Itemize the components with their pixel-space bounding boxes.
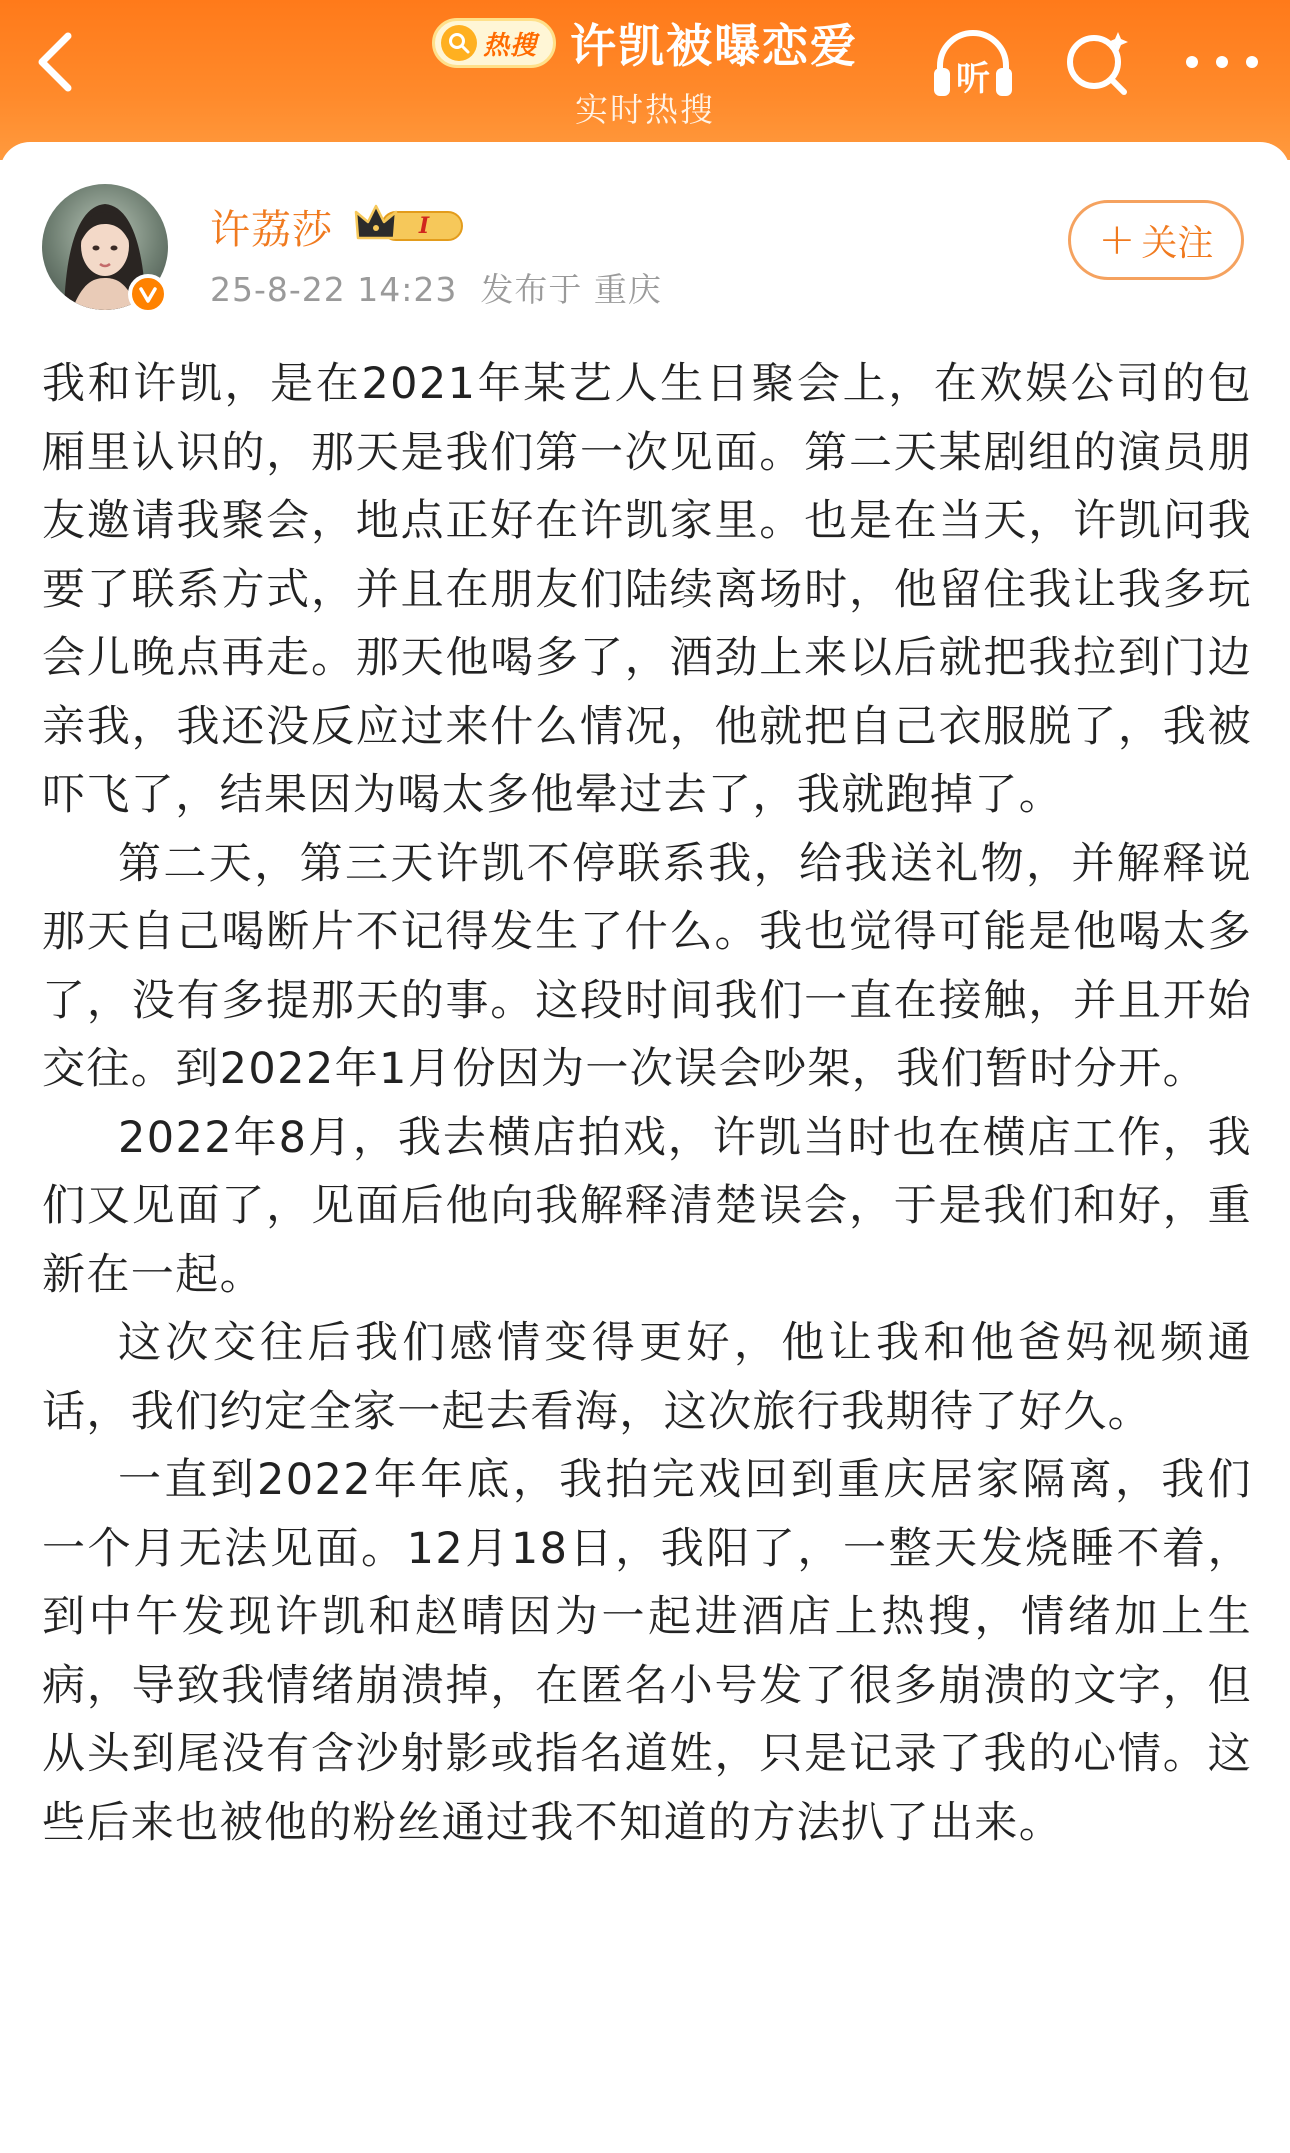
more-options-button[interactable] — [1172, 34, 1272, 90]
post-paragraph: 一直到2022年年底，我拍完戏回到重庆居家隔离，我们一个月无法见面。12月18日，我阳了，一整天发烧睡不着，到中午发现许凯和赵晴因为一起进酒店上热搜，情绪加上生病，导致我情绪崩溃掉，在匿名小号发了很多崩溃的文字，但从头到尾没有含沙射影或指名道姓，只是记录了我的心情。这些后来也被他的粉丝通过我不知道的方法扒了出来。 — [42, 1455, 1252, 1848]
headphones-icon — [928, 24, 1018, 104]
search-icon — [1058, 22, 1138, 102]
hot-search-badge-label: 热搜 — [482, 30, 537, 61]
top-nav-bar — [0, 0, 1290, 160]
search-button[interactable] — [1058, 22, 1138, 102]
listen-label: 听 — [956, 59, 990, 99]
username[interactable]: 许荔莎 — [210, 207, 333, 253]
crown-level-icon — [352, 198, 470, 248]
user-level-label: I — [418, 213, 430, 239]
listen-button[interactable] — [928, 24, 1018, 104]
post-paragraph: 这次交往后我们感情变得更好，他让我和他爸妈视频通话，我们约定全家一起去看海，这次旅行我期待了好久。 — [42, 1318, 1252, 1437]
plus-icon: + — [1098, 214, 1136, 265]
post-meta — [210, 264, 662, 311]
post-content — [42, 350, 1252, 1857]
post-paragraph: 2022年8月，我去横店拍戏，许凯当时也在横店工作，我们又见面了，见面后他向我解释清楚误会，于是我们和好，重新在一起。 — [42, 1112, 1252, 1300]
more-dots-icon — [1172, 34, 1272, 90]
post-paragraph: 我和许凯，是在2021年某艺人生日聚会上，在欢娱公司的包厢里认识的，那天是我们第一次见面。第二天某剧组的演员朋友邀请我聚会，地点正好在许凯家里。也是在当天，许凯问我要了联系方式，并且在朋友们陆续离场时，他留住我让我多玩会儿晚点再走。那天他喝多了，酒劲上来以后就把我拉到门边亲我，我还没反应过来什么情况，他就把自己衣服脱了，我被吓飞了，结果因为喝太多他晕过去了，我就跑掉了。 — [42, 359, 1252, 820]
post-paragraph: 第二天，第三天许凯不停联系我，给我送礼物，并解释说那天自己喝断片不记得发生了什么。我也觉得可能是他喝太多了，没有多提那天的事。这段时间我们一直在接触，并且开始交往。到2022年1月份因为一次误会吵架，我们暂时分开。 — [42, 838, 1252, 1094]
verified-badge-icon — [128, 274, 168, 314]
post-card — [0, 142, 1290, 2153]
page-title: 许凯被曝恋爱 — [570, 19, 858, 73]
post-location: 发布于 重庆 — [480, 270, 662, 309]
hot-search-icon — [441, 25, 477, 61]
user-level-badge[interactable] — [352, 198, 470, 248]
page-subtitle: 实时热搜 — [575, 90, 715, 129]
post-timestamp: 25-8-22 14:23 — [210, 270, 458, 309]
follow-button-label: 关注 — [1141, 222, 1214, 264]
follow-button[interactable] — [1068, 200, 1244, 280]
hot-search-badge — [432, 18, 556, 68]
